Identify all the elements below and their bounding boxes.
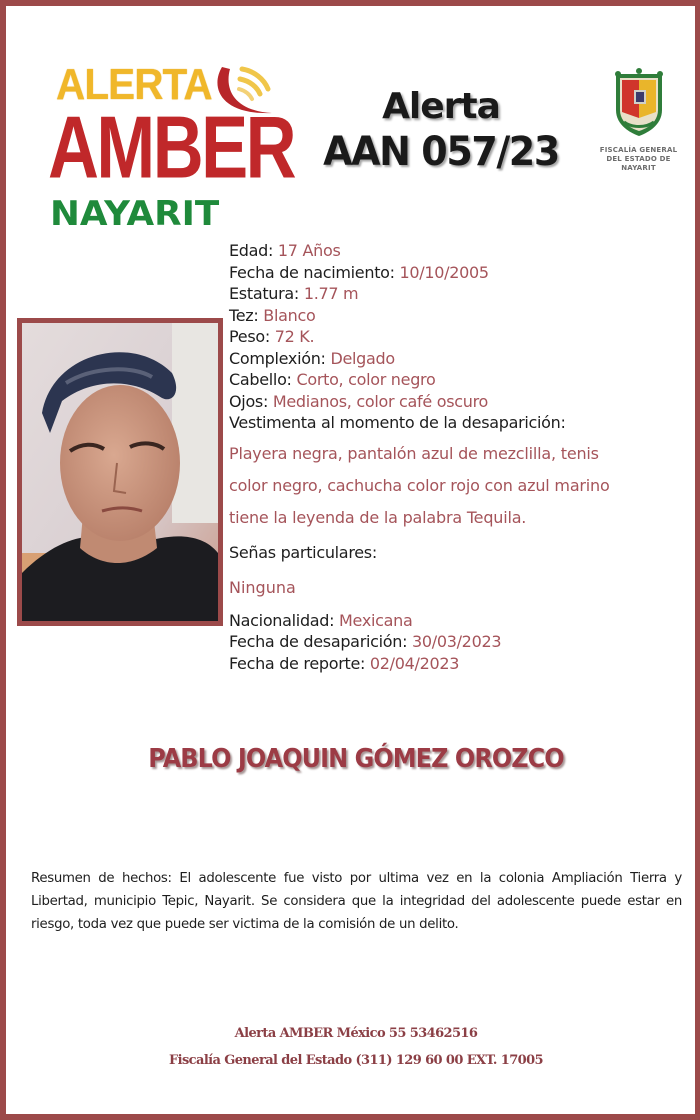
- nacionalidad-value: Mexicana: [339, 610, 413, 630]
- fiscalia-text: [586, 146, 691, 173]
- peso-label: Peso:: [229, 327, 270, 346]
- senas-label: Señas particulares:: [229, 542, 377, 562]
- fecha-reporte-value: 02/04/2023: [369, 653, 460, 673]
- estatura-label: Estatura:: [229, 284, 300, 303]
- alerta-amber-nayarit-logo: [44, 60, 295, 234]
- vestimenta-label: Vestimenta al momento de la desaparición:: [229, 413, 566, 432]
- detail-cabello: [229, 369, 689, 391]
- alert-title-line1: Alerta: [382, 86, 500, 127]
- vestimenta-description: [229, 438, 689, 534]
- alert-title: [306, 86, 576, 176]
- vestimenta-line: tiene la leyenda de la palabra Tequila.: [229, 507, 527, 527]
- fiscalia-text-line3: NAYARIT: [621, 164, 656, 172]
- fecha-reporte-label: Fecha de reporte:: [229, 653, 366, 673]
- edad-value: 17 Años: [277, 241, 341, 260]
- fecha-nacimiento-label: Fecha de nacimiento:: [229, 262, 395, 282]
- detail-fecha-desaparicion: [229, 631, 689, 653]
- detail-fecha-nacimiento: [229, 262, 689, 284]
- logo-alerta-text: ALERTA: [56, 60, 212, 109]
- detail-peso: [229, 326, 689, 348]
- estatura-value: 1.77 m: [303, 284, 359, 303]
- detail-tez: [229, 305, 689, 327]
- missing-person-name: PABLO JOAQUIN GÓMEZ OROZCO: [148, 744, 564, 774]
- logo-nayarit-text: NAYARIT: [50, 194, 220, 234]
- fiscalia-seal: [586, 66, 691, 173]
- logo-amber-text: AMBER: [48, 97, 295, 197]
- detail-nacionalidad: [229, 610, 689, 632]
- cabello-label: Cabello:: [229, 370, 292, 389]
- fiscalia-text-line1: FISCALÍA GENERAL: [599, 146, 678, 154]
- fiscalia-text-line2: DEL ESTADO DE: [606, 155, 671, 163]
- person-details: [229, 240, 689, 674]
- tez-label: Tez:: [229, 305, 259, 325]
- person-portrait-icon: [22, 323, 218, 621]
- detail-estatura: [229, 283, 689, 305]
- detail-complexion: [229, 348, 689, 370]
- detail-fecha-reporte: [229, 653, 689, 675]
- contact-footer: [6, 1020, 700, 1074]
- tez-value: Blanco: [263, 305, 316, 325]
- fecha-nacimiento-value: 10/10/2005: [399, 262, 489, 282]
- ojos-value: Medianos, color café oscuro: [272, 391, 488, 411]
- vestimenta-line: color negro, cachucha color rojo con azul marino: [229, 475, 610, 495]
- detail-ojos: [229, 391, 689, 413]
- summary-of-facts: Resumen de hechos: El adolescente fue visto por ultima vez en la colonia Ampliación Tierra y Libertad, municipio Tepic, Nayarit. Se considera que la integridad del adolescente puede estar en riesgo, toda vez que puede ser victima de la comisión de un delito.: [31, 871, 682, 932]
- complexion-value: Delgado: [330, 348, 395, 368]
- peso-value: 72 K.: [274, 327, 315, 346]
- coat-of-arms-icon: [610, 66, 668, 140]
- alerta-amber-phone: Alerta AMBER México 55 53462516: [234, 1026, 478, 1041]
- senas-value: Ninguna: [229, 577, 296, 597]
- ojos-label: Ojos:: [229, 391, 269, 411]
- vestimenta-line: Playera negra, pantalón azul de mezclilla, tenis: [229, 443, 599, 463]
- nacionalidad-label: Nacionalidad:: [229, 610, 335, 630]
- fecha-desaparicion-label: Fecha de desaparición:: [229, 632, 408, 651]
- missing-person-photo: [17, 318, 223, 626]
- fiscalia-phone: Fiscalía General del Estado (311) 129 60 00 EXT. 17005: [169, 1053, 543, 1068]
- alert-code: AAN 057/23: [323, 129, 559, 175]
- complexion-label: Complexión:: [229, 348, 326, 368]
- edad-label: Edad:: [229, 241, 274, 260]
- fecha-desaparicion-value: 30/03/2023: [411, 632, 502, 651]
- detail-edad: [229, 240, 689, 262]
- cabello-value: Corto, color negro: [296, 370, 436, 389]
